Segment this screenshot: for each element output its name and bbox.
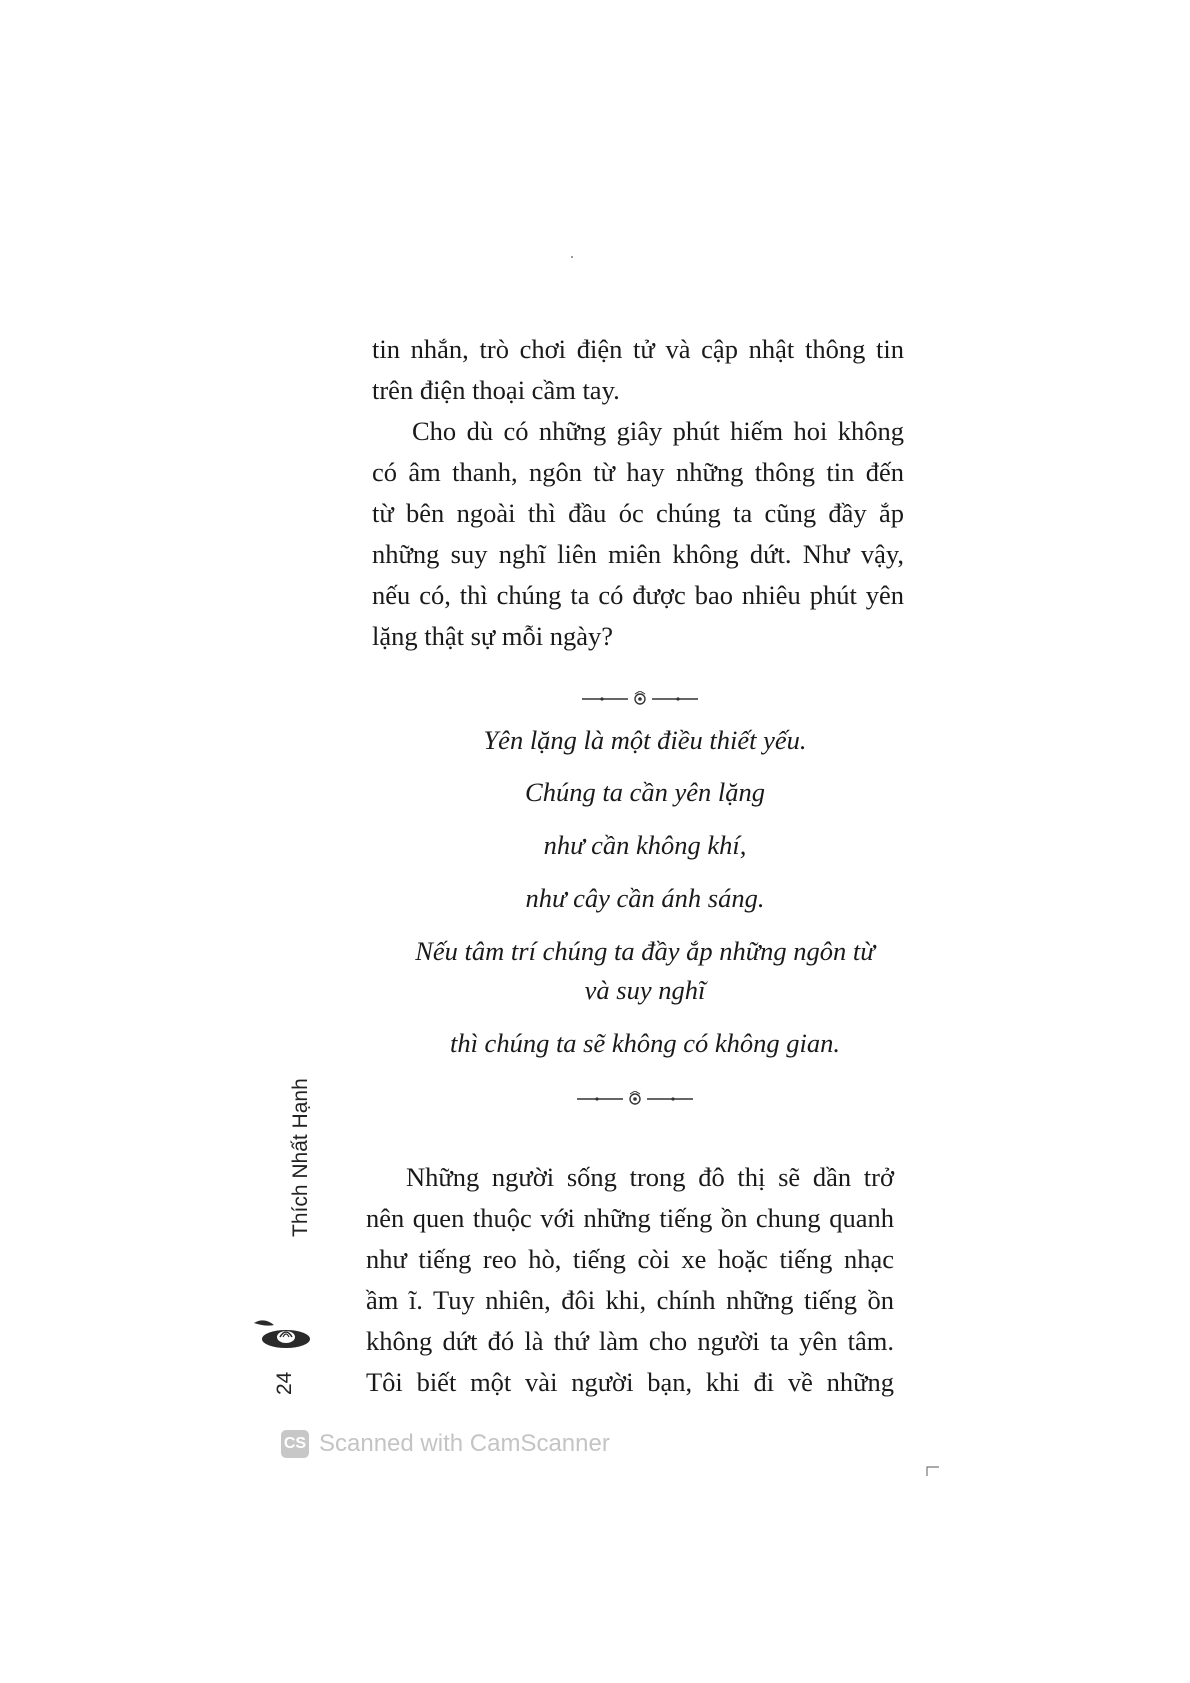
watermark-text: Scanned with CamScanner	[319, 1430, 610, 1457]
quote-line: như cây cần ánh sáng.	[525, 883, 765, 913]
author-name: Thích Nhất Hạnh	[289, 1078, 312, 1237]
text-line: Cho dù có những giây phút hiếm hoi không	[412, 416, 904, 446]
text-line: Những người sống trong đô thị sẽ dần trở	[406, 1162, 894, 1192]
text-line: nên quen thuộc với những tiếng ồn chung quanh	[366, 1203, 894, 1233]
text-line: không dứt đó là thứ làm cho người ta yên tâm.	[366, 1326, 894, 1356]
quote-line: Chúng ta cần yên lặng	[525, 777, 765, 807]
corner-mark	[926, 1464, 940, 1476]
text-line: nếu có, thì chúng ta có được bao nhiêu phút yên	[372, 580, 904, 610]
quote-line: như cần không khí,	[543, 830, 747, 860]
scan-speck	[571, 256, 573, 258]
paragraph-3	[366, 1157, 894, 1403]
paragraph-1	[372, 329, 904, 411]
flower-divider-icon	[575, 1091, 695, 1107]
quote-line: và suy nghĩ	[584, 975, 706, 1005]
camscanner-logo-icon: CS	[281, 1430, 309, 1458]
text-line: Tôi biết một vài người bạn, khi đi về những	[366, 1367, 894, 1397]
quote-line: thì chúng ta sẽ không có không gian.	[449, 1028, 841, 1058]
lotus-leaf-icon	[252, 1313, 314, 1353]
text-line: có âm thanh, ngôn từ hay những thông tin đến	[372, 457, 904, 487]
text-line: trên điện thoại cầm tay.	[372, 375, 620, 405]
text-line: lặng thật sự mỗi ngày?	[372, 621, 614, 651]
page-number: 24	[273, 1371, 296, 1395]
paragraph-2	[372, 411, 904, 657]
text-line: tin nhắn, trò chơi điện tử và cập nhật thông tin	[372, 334, 904, 364]
text-line: những suy nghĩ liên miên không dứt. Như vậy,	[372, 539, 904, 569]
flower-divider-icon	[580, 691, 700, 707]
text-line: như tiếng reo hò, tiếng còi xe hoặc tiếng nhạc	[366, 1244, 894, 1274]
camscanner-watermark	[281, 1428, 610, 1460]
text-line: ầm ĩ. Tuy nhiên, đôi khi, chính những tiếng ồn	[366, 1285, 894, 1315]
quote-line: Nếu tâm trí chúng ta đầy ắp những ngôn từ	[415, 936, 875, 966]
quote-line: Yên lặng là một điều thiết yếu.	[483, 725, 807, 755]
text-line: từ bên ngoài thì đầu óc chúng ta cũng đầy ắp	[372, 498, 904, 528]
